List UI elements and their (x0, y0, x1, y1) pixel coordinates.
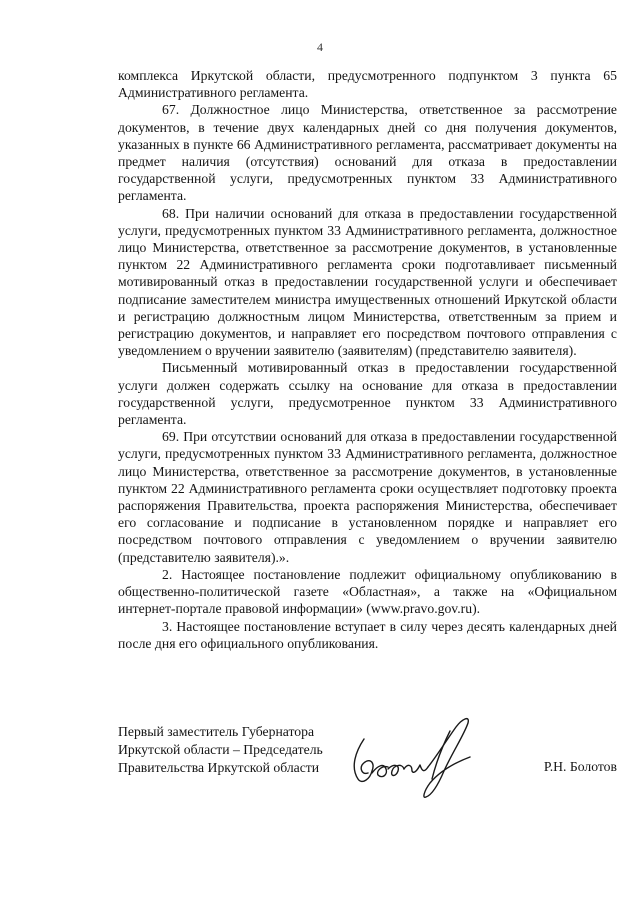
signer-title-line: Правительства Иркутской области (118, 760, 320, 775)
handwritten-signature (332, 709, 502, 801)
signer-title-line: Иркутской области – Председатель (118, 742, 323, 757)
paragraph-item-68: 68. При наличии оснований для отказа в предоставлении государственной услуги, предусмотренных пунктом 33 Административного регламента, должностное лицо Министерства, ответственное за рассмотрение документов, в установленные пунктом 22 Административного регламента сроки подготавливает письменный мотивированный отказ в предоставлении государственной услуги и обеспечивает подписание заместителем министра имущественных отношений Иркутской области и регистрацию должностным лицом Министерства, ответственным за прием и регистрацию документов, и направляет его посредством почтового отправления с уведомлением о вручении заявителю (заявителям) (представителю заявителя). (118, 205, 617, 359)
document-body (118, 67, 617, 652)
paragraph-refusal-letter: Письменный мотивированный отказ в предоставлении государственной услуги должен содержать ссылку на основание для отказа в предоставлении государственной услуги, предусмотренное пунктом 33 Административного регламента. (118, 360, 617, 428)
paragraph-entry-into-force: 3. Настоящее постановление вступает в силу через десять календарных дней после дня его официального опубликования. (118, 618, 617, 651)
page-number: 4 (317, 40, 323, 54)
paragraph-item-67: 67. Должностное лицо Министерства, ответственное за рассмотрение документов, в течение двух календарных дней со дня получения документов, указанных в пункте 66 Административного регламента, рассматривает документы на предмет наличия (отсутствия) оснований для отказа в предоставлении государственной услуги, предусмотренных пунктом 33 Административного регламента. (118, 102, 617, 204)
signer-title-line: Первый заместитель Губернатора (118, 724, 315, 739)
signature-block (118, 723, 617, 813)
paragraph-publication: 2. Настоящее постановление подлежит официальному опубликованию в общественно-политической газете «Областная», а также на «Официальном интернет-портале правовой информации» (www.pravo.gov.ru). (118, 566, 617, 617)
paragraph-item-69: 69. При отсутствии оснований для отказа в предоставлении государственной услуги, предусмотренных пунктом 33 Административного регламента, должностное лицо Министерства, ответственное за рассмотрение документов, в установленные пунктом 22 Административного регламента сроки осуществляет подготовку проекта распоряжения Правительства, проекта распоряжения Министерства, обеспечивает его согласование и подписание в установленном порядке и направляет его посредством почтового отправления с уведомлением о вручении заявителю (представителю заявителя).». (118, 429, 617, 565)
paragraph-continuation: комплекса Иркутской области, предусмотренного подпунктом 3 пункта 65 Административного регламента. (118, 68, 617, 101)
signer-name: Р.Н. Болотов (543, 759, 617, 774)
